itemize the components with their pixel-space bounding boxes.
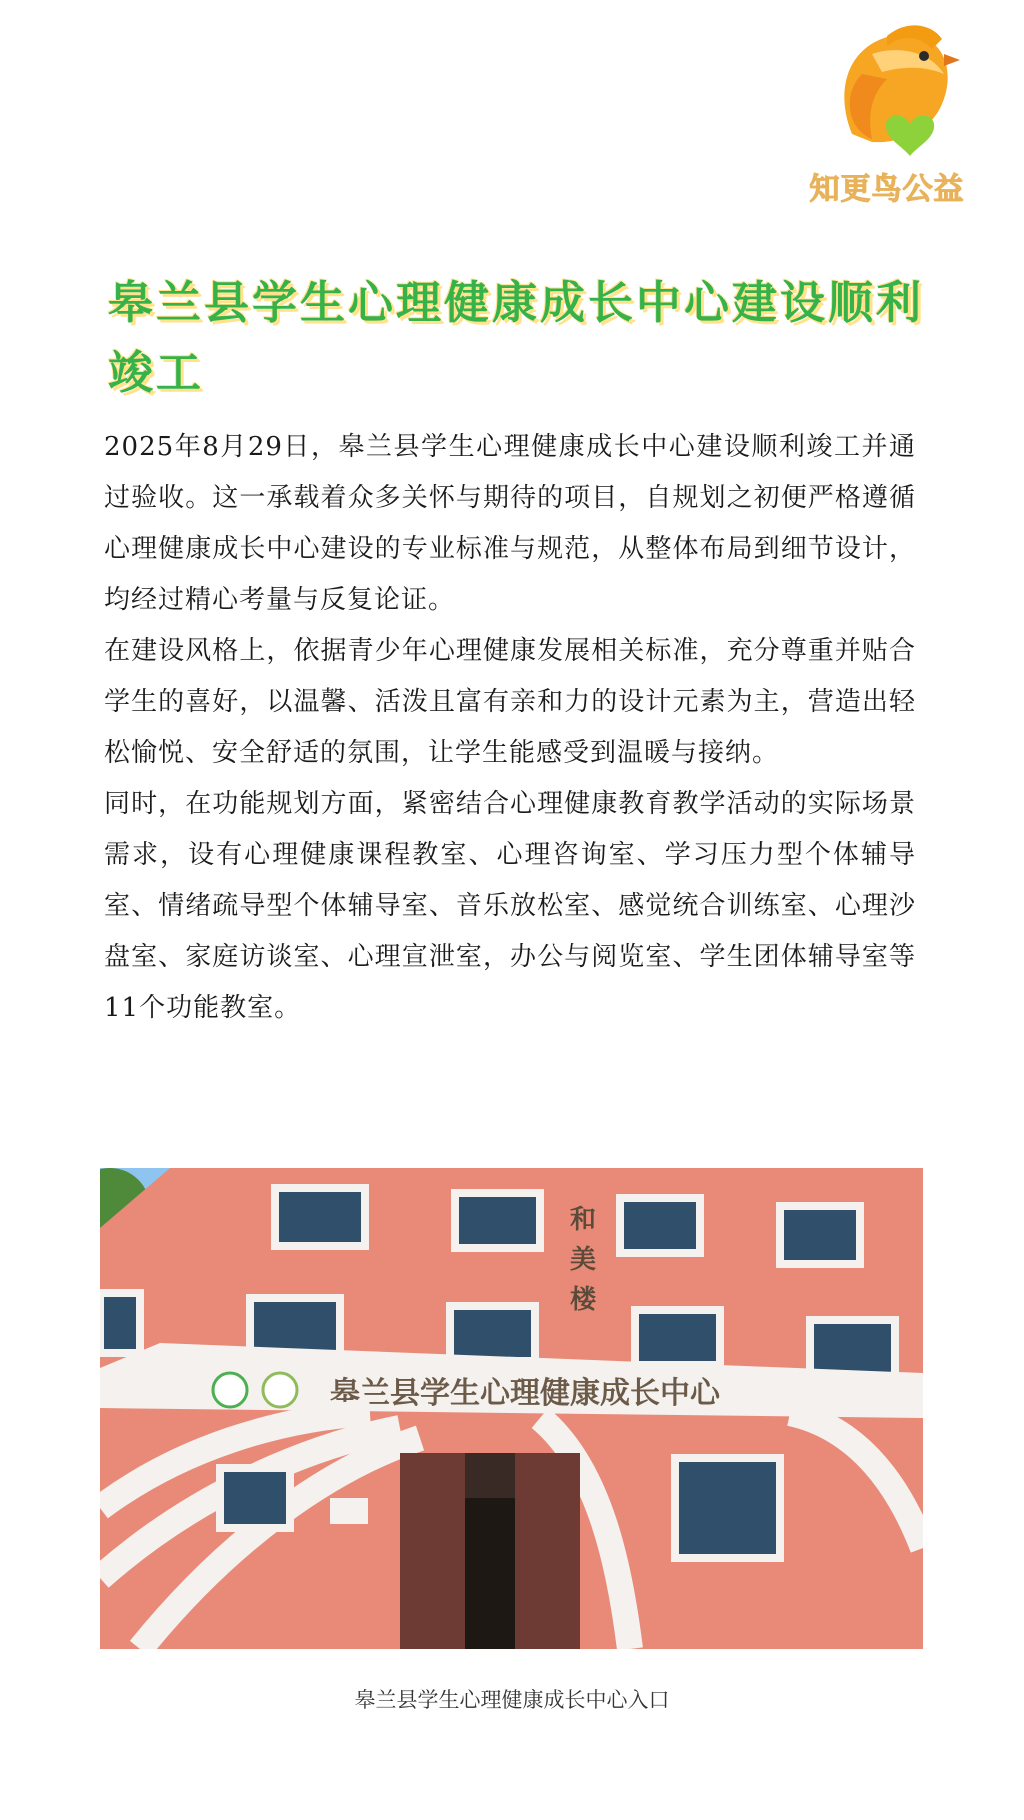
article-body bbox=[104, 422, 916, 1034]
bird-heart-icon bbox=[832, 14, 962, 164]
brand-logo bbox=[792, 14, 982, 207]
logo-text: 知更鸟公益 bbox=[809, 172, 965, 207]
article-title: 皋兰县学生心理健康成长中心建设顺利竣工 bbox=[108, 276, 925, 399]
building-name-char: 美 bbox=[570, 1245, 597, 1275]
paragraph: 2025年8月29日，皋兰县学生心理健康成长中心建设顺利竣工并通过验收。这一承载着众多关怀与期待的项目，自规划之初便严格遵循心理健康成长中心建设的专业标准与规范，从整体布局到细节设计，均经过精心考量与反复论证。 bbox=[104, 432, 916, 615]
paragraph: 在建设风格上，依据青少年心理健康发展相关标准，充分尊重并贴合学生的喜好，以温馨、活泼且富有亲和力的设计元素为主，营造出轻松愉悦、安全舒适的氛围，让学生能感受到温暖与接纳。 bbox=[104, 636, 916, 768]
photo-caption: 皋兰县学生心理健康成长中心入口 bbox=[354, 1688, 670, 1712]
building-illustration bbox=[100, 1168, 923, 1649]
building-sign: 皋兰县学生心理健康成长中心 bbox=[330, 1376, 720, 1411]
paragraph: 同时，在功能规划方面，紧密结合心理健康教育教学活动的实际场景需求，设有心理健康课程教室、心理咨询室、学习压力型个体辅导室、情绪疏导型个体辅导室、音乐放松室、感觉统合训练室、心理沙盘室、家庭访谈室、心理宣泄室，办公与阅览室、学生团体辅导室等11个功能教室。 bbox=[104, 789, 916, 1023]
building-photo bbox=[100, 1168, 923, 1649]
building-name-char: 楼 bbox=[570, 1285, 597, 1315]
building-name-char: 和 bbox=[570, 1205, 597, 1235]
